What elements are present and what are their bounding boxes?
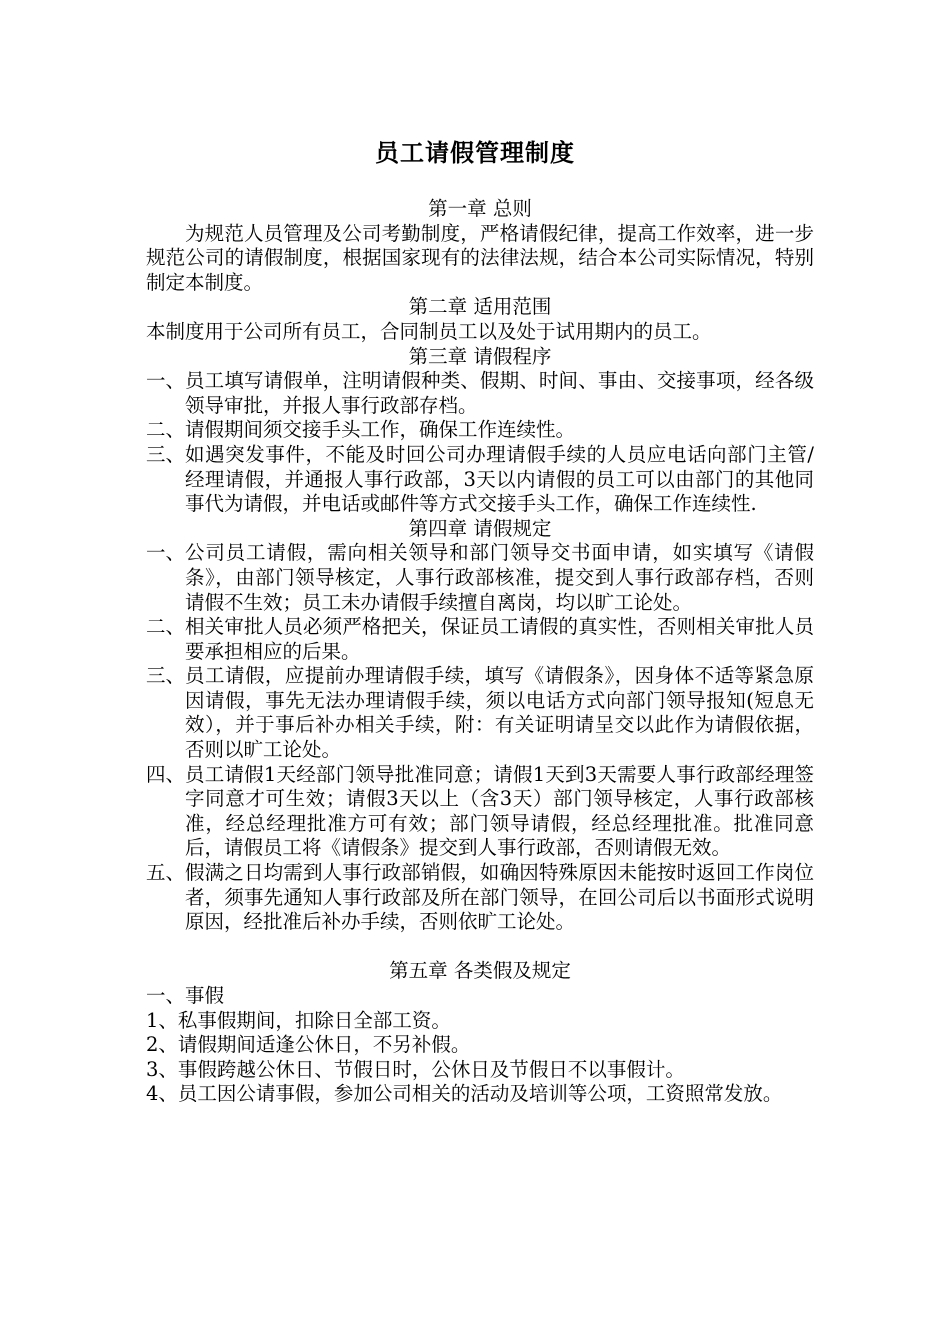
list-item-text: 员工请假1天经部门领导批准同意；请假1天到3天需要人事行政部经理签字同意才可生效；请假3天以上（含3天）部门领导核定，人事行政部核准，经总经理批准方可有效；部门领导请假，经总经理批准。批准同意后，请假员工将《请假条》提交到人事行政部，否则请假无效。 xyxy=(185,762,814,860)
list-item-number: 五、 xyxy=(146,861,186,885)
chapter-5-subheading: 一、事假 xyxy=(146,984,225,1007)
chapter-4-heading: 第四章 请假规定 xyxy=(408,516,552,540)
list-item xyxy=(146,861,814,935)
chapter-1-heading: 第一章 总则 xyxy=(428,197,532,220)
list-item-text: 请假期间须交接手头工作，确保工作连续性。 xyxy=(185,418,576,442)
chapter-5-heading: 第五章 各类假及规定 xyxy=(389,959,571,983)
document-body xyxy=(146,197,814,1107)
rule-line: 2、请假期间适逢公休日，不另补假。 xyxy=(146,1033,471,1057)
rule-line: 4、员工因公请事假，参加公司相关的活动及培训等公项，工资照常发放。 xyxy=(146,1082,783,1106)
list-item-text: 相关审批人员必须严格把关，保证员工请假的真实性，否则相关审批人员要承担相应的后果。 xyxy=(185,615,814,663)
list-item-text: 假满之日均需到人事行政部销假，如确因特殊原因未能按时返回工作岗位者，须事先通知人事行政部及所在部门领导，在回公司后以书面形式说明原因，经批准后补办手续，否则依旷工论处。 xyxy=(185,861,814,934)
list-item xyxy=(146,418,814,443)
list-item xyxy=(146,664,814,762)
chapter-2-paragraph: 本制度用于公司所有员工，合同制员工以及处于试用期内的员工。 xyxy=(146,319,712,343)
list-item-number: 二、 xyxy=(146,418,186,442)
list-item xyxy=(146,541,814,615)
chapter-1-paragraph: 为规范人员管理及公司考勤制度，严格请假纪律，提高工作效率，进一步规范公司的请假制度，根据国家现有的法律法规，结合本公司实际情况，特别制定本制度。 xyxy=(146,221,814,294)
list-item xyxy=(146,615,814,664)
list-item-text: 如遇突发事件，不能及时回公司办理请假手续的人员应电话向部门主管/经理请假，并通报人事行政部，3天以内请假的员工可以由部门的其他同事代为请假，并电话或邮件等方式交接手头工作，确保工作连续性. xyxy=(185,442,814,516)
list-item-text: 员工填写请假单，注明请假种类、假期、时间、事由、交接事项，经各级领导审批，并报人事行政部存档。 xyxy=(185,369,814,417)
rule-line: 3、事假跨越公休日、节假日时，公休日及节假日不以事假计。 xyxy=(146,1057,685,1081)
list-item-number: 一、 xyxy=(146,541,186,565)
list-item-number: 三、 xyxy=(146,664,186,688)
document-title: 员工请假管理制度 xyxy=(375,138,575,167)
list-item-number: 一、 xyxy=(146,369,186,393)
list-item-number: 三、 xyxy=(146,442,186,466)
list-item-text: 公司员工请假，需向相关领导和部门领导交书面申请，如实填写《请假条》，由部门领导核定，人事行政部核准，提交到人事行政部存档，否则请假不生效；员工未办请假手续擅自离岗，均以旷工论处。 xyxy=(185,541,814,614)
list-item-number: 四、 xyxy=(146,762,186,786)
list-item-text: 员工请假，应提前办理请假手续，填写《请假条》，因身体不适等紧急原因请假，事先无法办理请假手续，须以电话方式向部门领导报知(短息无效），并于事后补办相关手续，附：有关证明请呈交以此作为请假依据，否则以旷工论处。 xyxy=(185,664,814,762)
list-item xyxy=(146,369,814,418)
chapter-2-heading: 第二章 适用范围 xyxy=(408,295,552,319)
list-item xyxy=(146,443,814,517)
list-item-number: 二、 xyxy=(146,615,186,639)
rule-line: 1、私事假期间，扣除日全部工资。 xyxy=(146,1008,451,1032)
list-item xyxy=(146,763,814,861)
chapter-3-heading: 第三章 请假程序 xyxy=(408,344,552,368)
